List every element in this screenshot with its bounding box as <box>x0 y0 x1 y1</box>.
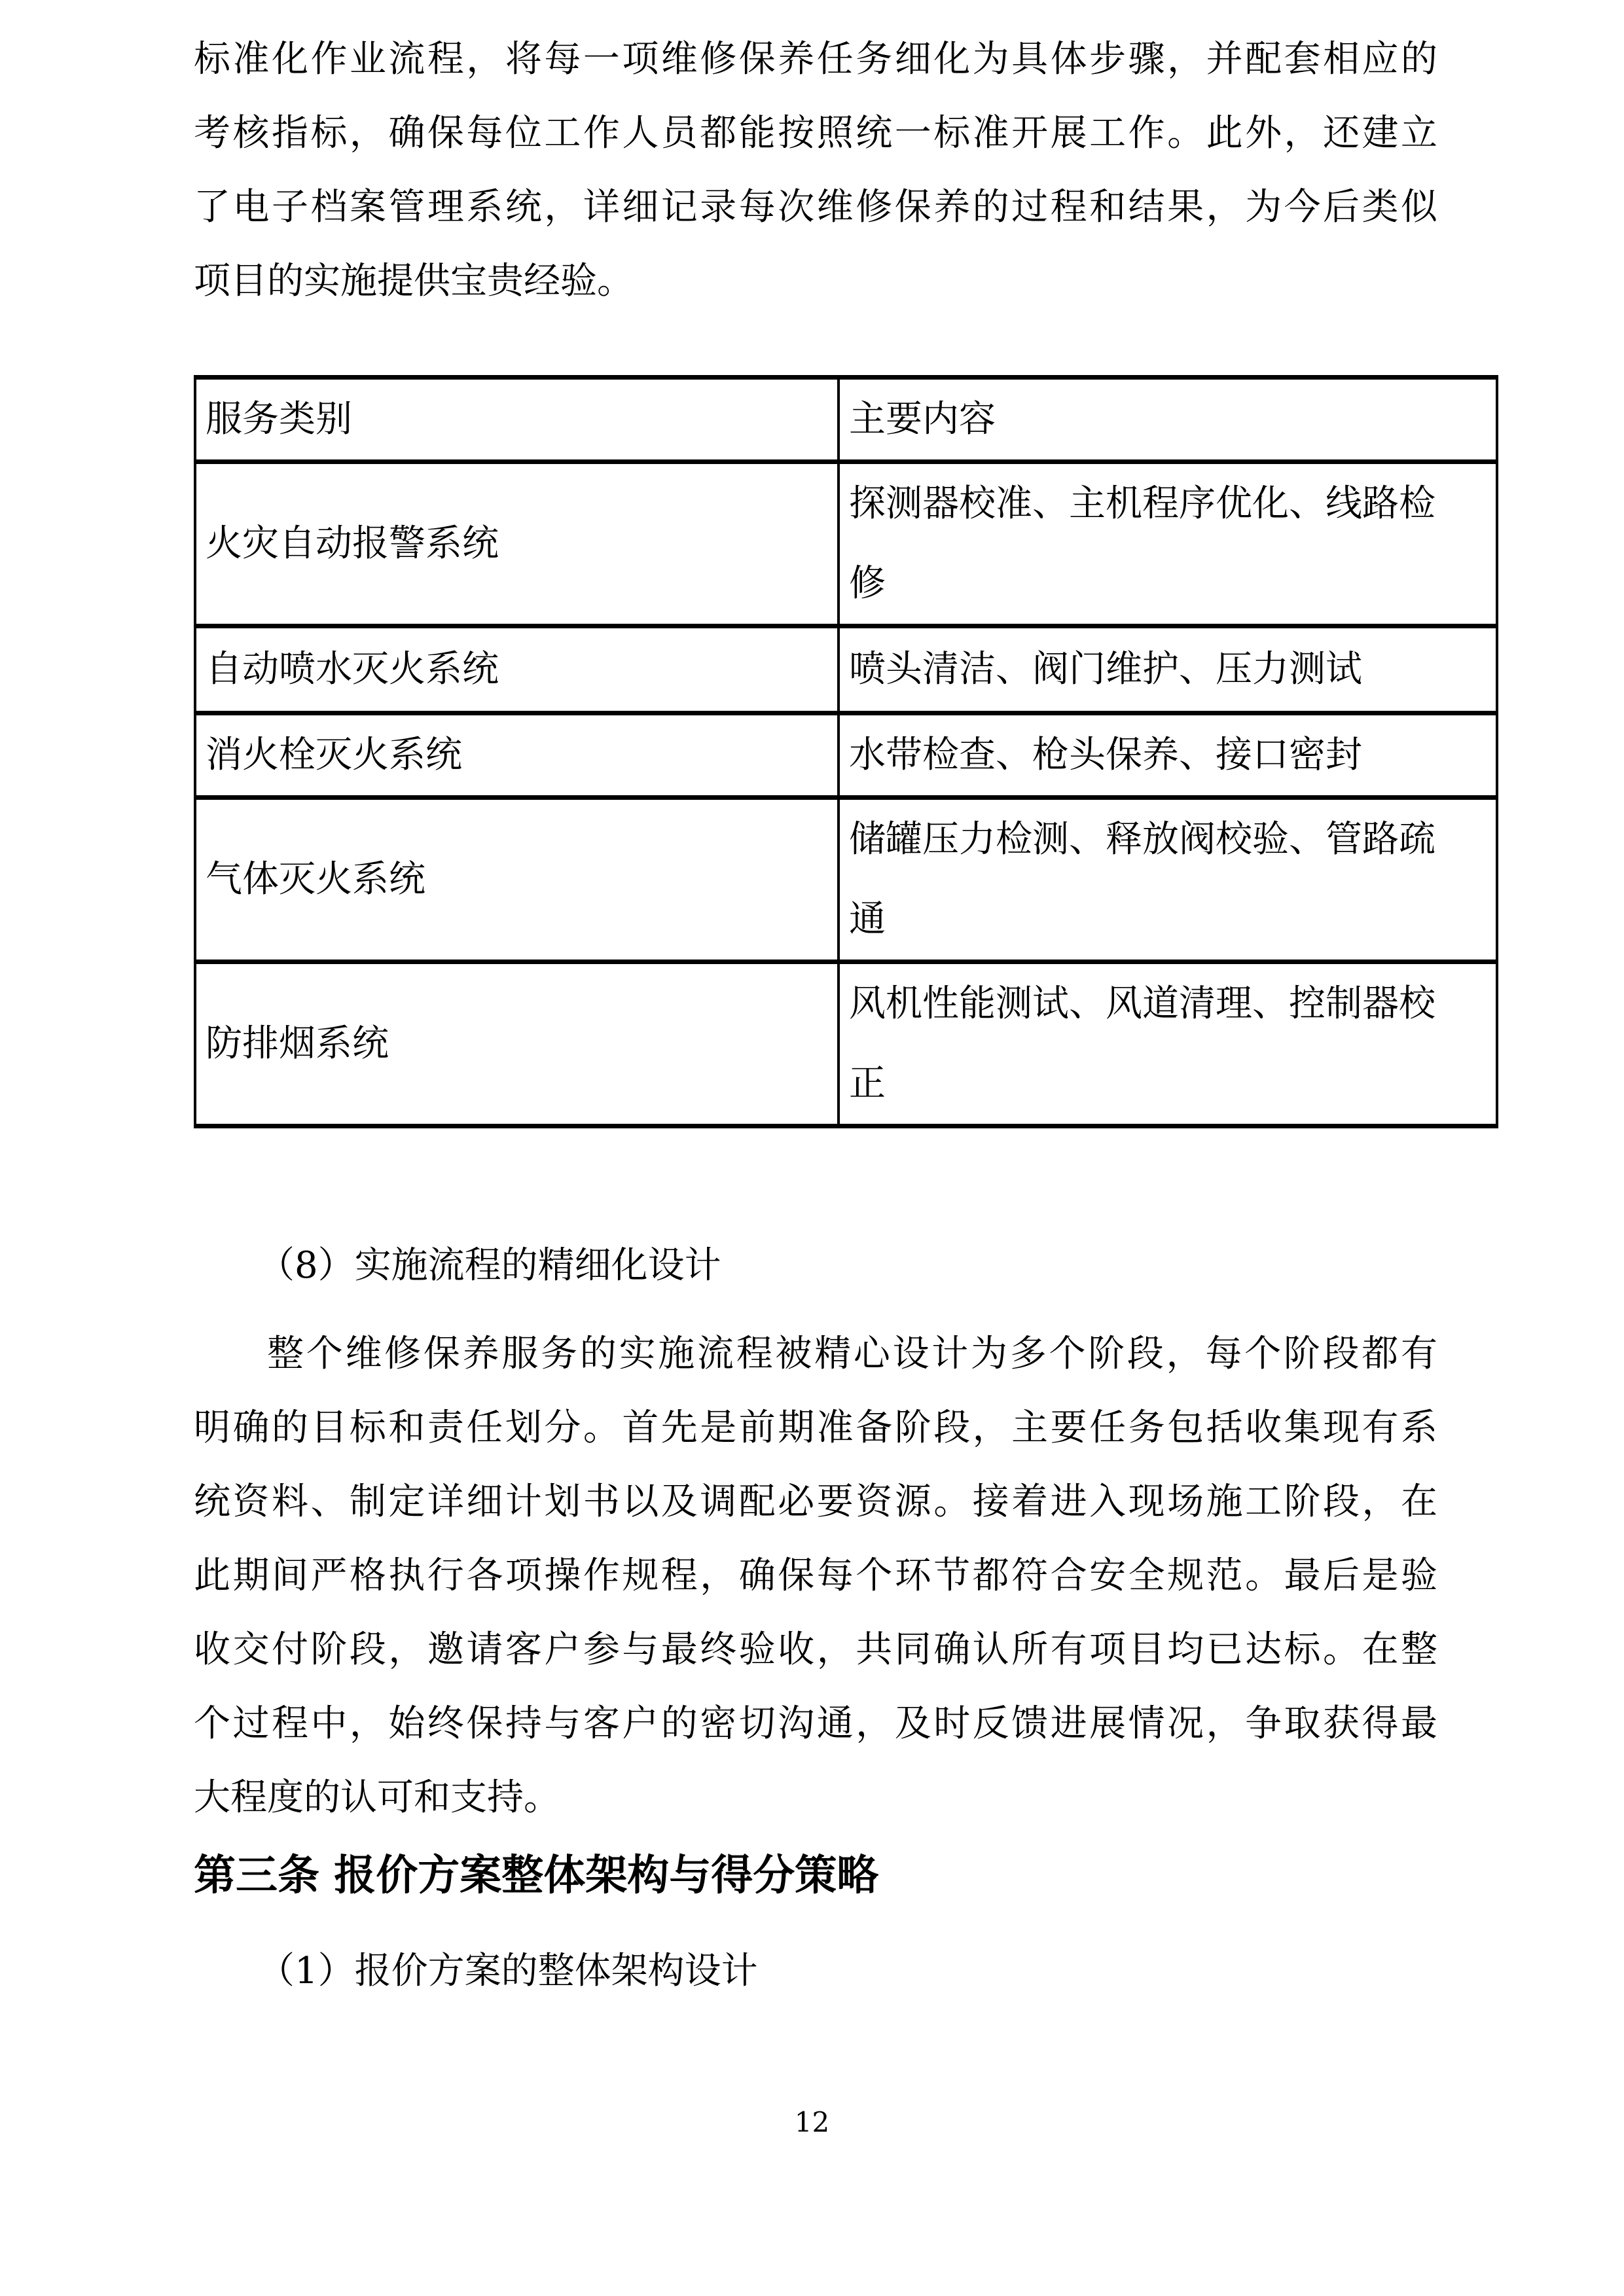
article-3-heading: 第三条 报价方案整体架构与得分策略 <box>194 1851 879 1900</box>
content-text-line: 风机性能测试、风道清理、控制器校 <box>849 982 1435 1025</box>
content-text-line: 喷头清洁、阀门维护、压力测试 <box>849 648 1362 691</box>
category-text: 防排烟系统 <box>206 1022 389 1065</box>
content-cell <box>839 798 1497 962</box>
table-row <box>195 962 1497 1126</box>
header-label: 服务类别 <box>206 398 352 440</box>
content-text-line: 探测器校准、主机程序优化、线路检 <box>849 482 1435 525</box>
category-text: 消火栓灭火系统 <box>206 734 462 776</box>
text-line: 收交付阶段，邀请客户参与最终验收，共同确认所有项目均已达标。在整 <box>194 1628 1437 1671</box>
table-row <box>195 713 1497 798</box>
section-1-heading: （1）报价方案的整体架构设计 <box>258 1950 758 1992</box>
header-cell-content <box>839 378 1497 462</box>
category-cell <box>195 962 839 1126</box>
content-text-line: 水带检查、枪头保养、接口密封 <box>849 734 1362 776</box>
category-cell <box>195 798 839 962</box>
paragraph-implementation-process <box>194 1317 1437 1835</box>
text-line: 项目的实施提供宝贵经验。 <box>194 260 634 302</box>
page-number: 12 <box>794 2106 830 2138</box>
table-row <box>195 798 1497 962</box>
content-text-line: 正 <box>849 1062 886 1105</box>
text-line: 此期间严格执行各项操作规程，确保每个环节都符合安全规范。最后是验 <box>194 1554 1437 1597</box>
text-line: 大程度的认可和支持。 <box>194 1776 560 1819</box>
paragraph-continuation <box>194 22 1437 318</box>
content-text-line: 修 <box>849 562 886 605</box>
category-text: 火灾自动报警系统 <box>206 522 499 565</box>
service-content-table <box>194 375 1498 1128</box>
content-text-line: 储罐压力检测、释放阀校验、管路疏 <box>849 818 1435 861</box>
category-cell <box>195 462 839 626</box>
text-line: 标准化作业流程，将每一项维修保养任务细化为具体步骤，并配套相应的 <box>194 38 1437 81</box>
category-text: 气体灭火系统 <box>206 858 425 901</box>
content-cell <box>839 962 1497 1126</box>
header-cell-category <box>195 378 839 462</box>
text-line: 考核指标，确保每位工作人员都能按照统一标准开展工作。此外，还建立 <box>194 112 1437 154</box>
text-line: 了电子档案管理系统，详细记录每次维修保养的过程和结果，为今后类似 <box>194 186 1437 228</box>
content-text-line: 通 <box>849 898 886 941</box>
category-text: 自动喷水灭火系统 <box>206 648 499 691</box>
content-cell <box>839 462 1497 626</box>
table-row <box>195 626 1497 713</box>
table-row <box>195 462 1497 626</box>
text-line: 整个维修保养服务的实施流程被精心设计为多个阶段，每个阶段都有 <box>267 1333 1437 1375</box>
table-header-row <box>195 378 1497 462</box>
category-cell <box>195 626 839 713</box>
text-line: 个过程中，始终保持与客户的密切沟通，及时反馈进展情况，争取获得最 <box>194 1702 1437 1745</box>
header-label: 主要内容 <box>849 398 996 440</box>
content-cell <box>839 626 1497 713</box>
section-8-heading: （8）实施流程的精细化设计 <box>258 1244 721 1287</box>
content-cell <box>839 713 1497 798</box>
category-cell <box>195 713 839 798</box>
text-line: 明确的目标和责任划分。首先是前期准备阶段，主要任务包括收集现有系 <box>194 1407 1437 1449</box>
text-line: 统资料、制定详细计划书以及调配必要资源。接着进入现场施工阶段，在 <box>194 1480 1437 1523</box>
